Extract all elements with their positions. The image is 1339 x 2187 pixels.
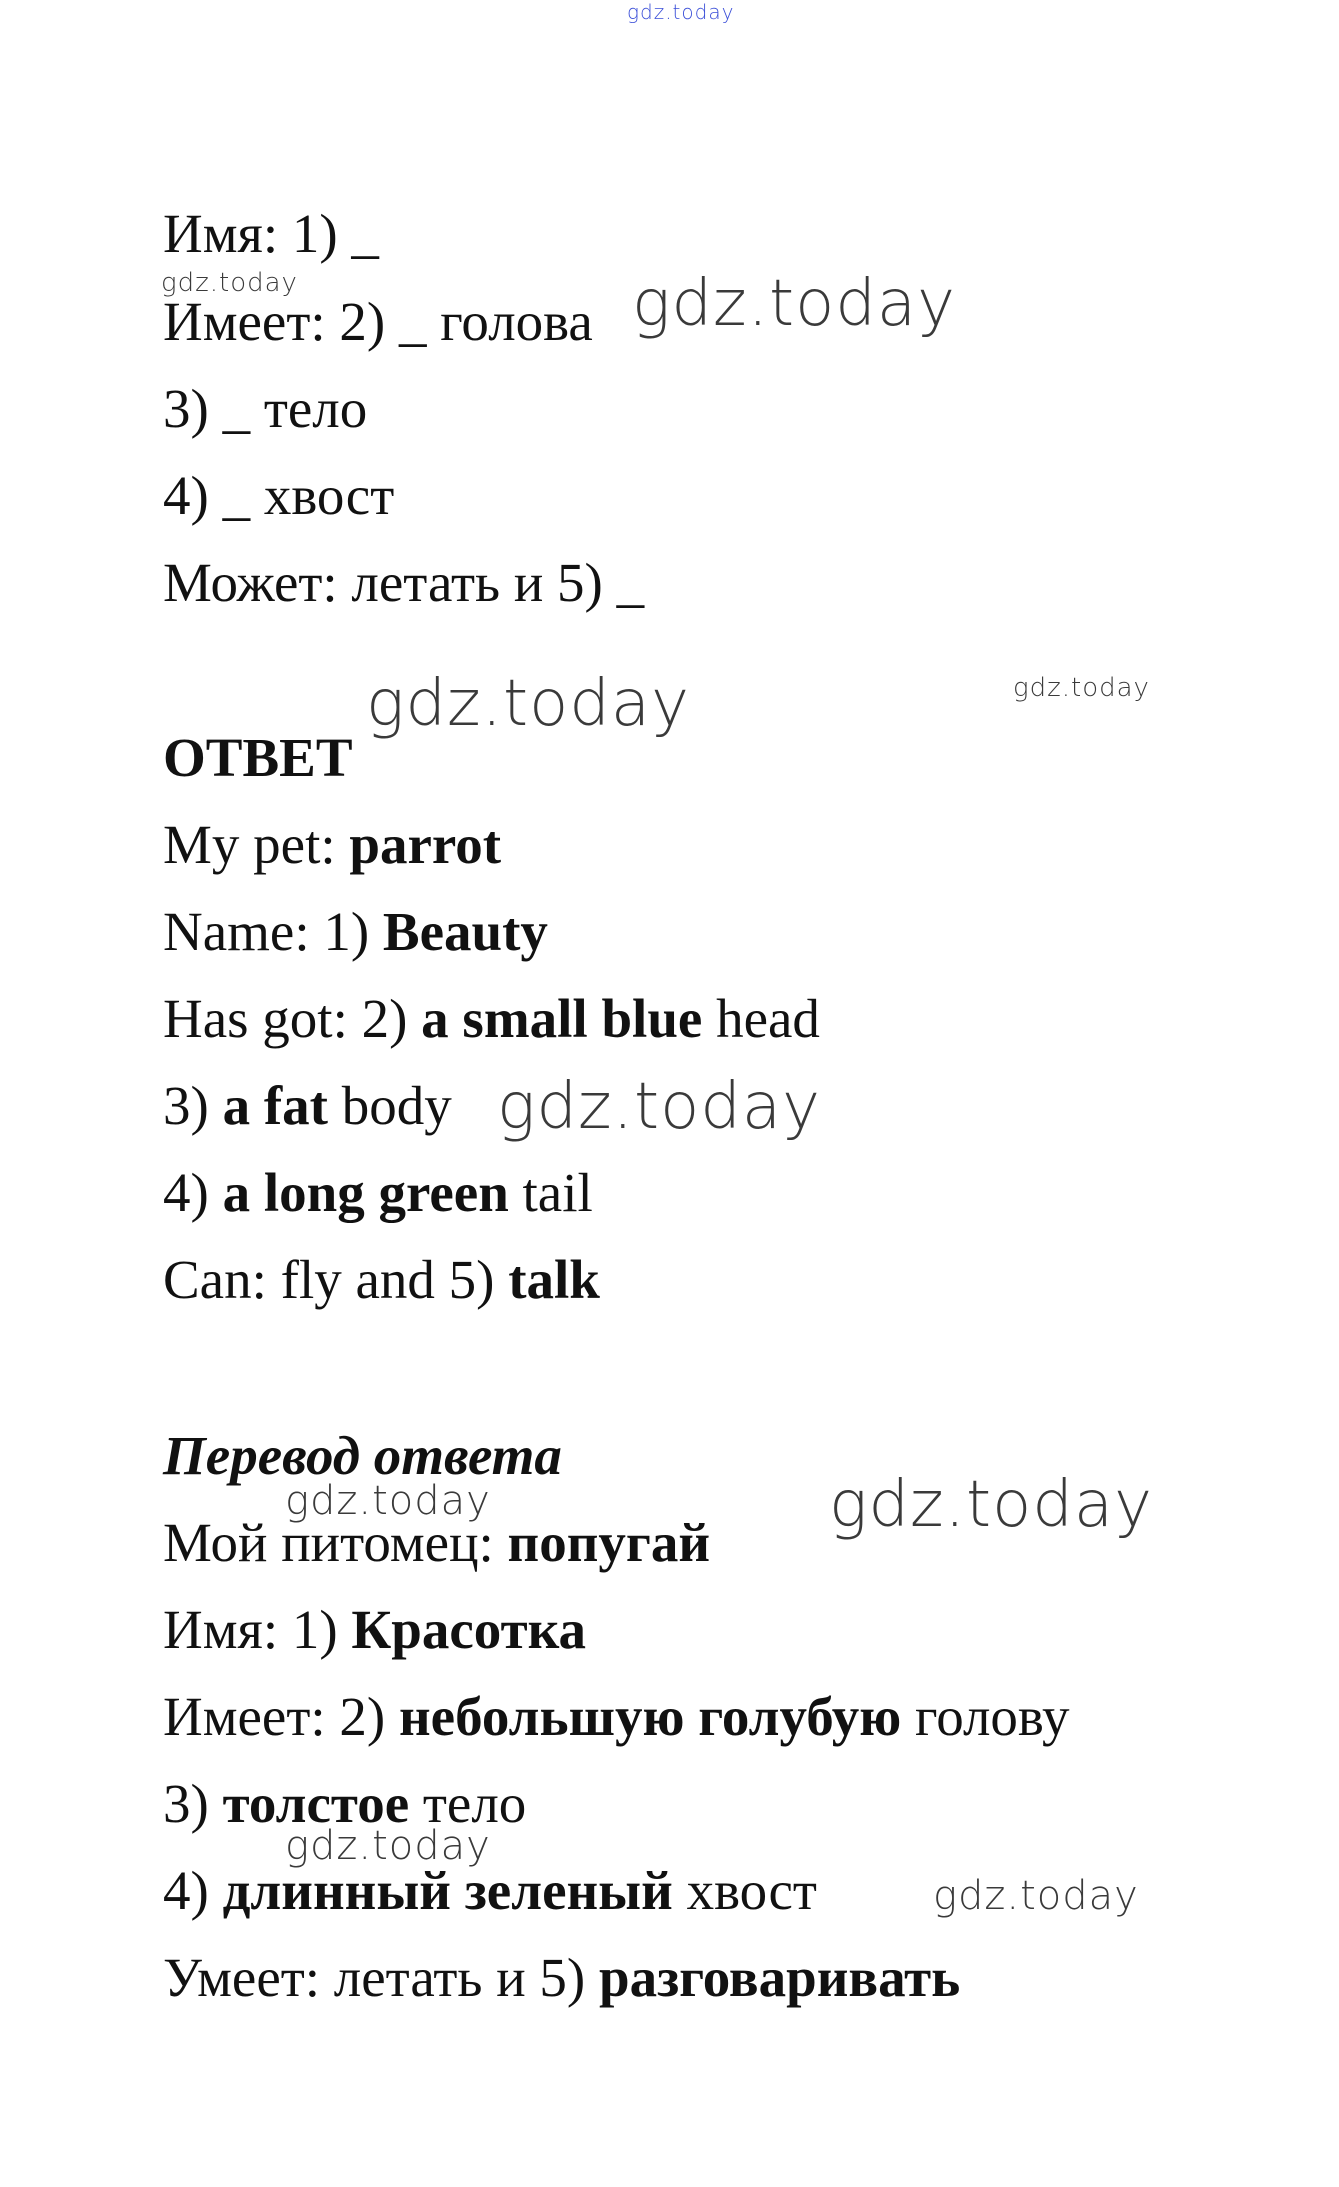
line-text: body — [327, 1075, 452, 1136]
watermark-top: gdz.today — [627, 0, 735, 24]
watermark: gdz.today — [632, 267, 956, 341]
watermark: gdz.today — [285, 1823, 491, 1869]
line-text: Мой питомец: — [163, 1512, 508, 1573]
line-text: Has got: 2) — [163, 988, 422, 1049]
line-text: head — [702, 988, 820, 1049]
watermark: gdz.today — [366, 667, 690, 741]
bold-answer-text: a long green — [222, 1162, 509, 1223]
bold-answer-text: a fat — [222, 1075, 328, 1136]
answer-line-pet — [163, 814, 502, 875]
line-text: Имеет: 2) _ голова — [163, 291, 593, 352]
bold-answer-text: длинный зеленый — [222, 1860, 673, 1921]
task-line-name — [163, 203, 379, 264]
watermark: gdz.today — [497, 1070, 821, 1144]
bold-answer-text: talk — [508, 1249, 600, 1310]
answer-line-head — [163, 988, 820, 1049]
line-text: голову — [901, 1686, 1070, 1747]
bold-answer-text: parrot — [349, 814, 502, 875]
task-line-tail — [163, 465, 395, 526]
line-text: хвост — [672, 1860, 817, 1921]
bold-answer-text: толстое — [222, 1773, 410, 1834]
watermark: gdz.today — [933, 1873, 1139, 1919]
line-text: Имя: 1) _ — [163, 203, 379, 264]
line-text: Имя: 1) — [163, 1599, 352, 1660]
line-text: My pet: — [163, 814, 350, 875]
line-text: 4) — [163, 1162, 223, 1223]
bold-answer-text: небольшую голубую — [398, 1686, 902, 1747]
line-text: 4) — [163, 1860, 223, 1921]
bold-answer-text: попугай — [507, 1512, 711, 1573]
line-text: 3) — [163, 1773, 223, 1834]
answer-line-name — [163, 901, 548, 962]
line-text: 4) _ хвост — [163, 465, 395, 526]
translation-line-name — [163, 1599, 586, 1660]
watermark: gdz.today — [829, 1468, 1153, 1542]
line-text: Имеет: 2) — [163, 1686, 399, 1747]
line-text: Can: fly and 5) — [163, 1249, 509, 1310]
line-text: 3) _ тело — [163, 378, 368, 439]
bold-answer-text: a small blue — [421, 988, 703, 1049]
line-text: Name: 1) — [163, 901, 383, 962]
line-text: 3) — [163, 1075, 223, 1136]
translation-line-can — [163, 1947, 961, 2008]
line-text: tail — [508, 1162, 593, 1223]
translation-line-head — [163, 1686, 1070, 1747]
translation-line-tail — [163, 1860, 817, 1921]
answer-heading: ОТВЕТ — [163, 727, 353, 788]
answer-line-body — [163, 1075, 452, 1136]
translation-heading: Перевод ответа — [163, 1425, 562, 1486]
bold-answer-text: Beauty — [382, 901, 548, 962]
bold-answer-text: разговаривать — [598, 1947, 961, 2008]
task-line-can — [163, 552, 645, 613]
line-text: Умеет: летать и 5) — [163, 1947, 599, 2008]
bold-answer-text: Красотка — [351, 1599, 586, 1660]
task-line-body — [163, 378, 368, 439]
line-text: тело — [409, 1773, 527, 1834]
watermark: gdz.today — [1013, 673, 1150, 703]
watermark: gdz.today — [285, 1478, 491, 1524]
line-text: Может: летать и 5) _ — [163, 552, 645, 613]
task-line-head — [163, 291, 593, 352]
answer-line-tail — [163, 1162, 593, 1223]
answer-line-can — [163, 1249, 600, 1310]
watermark: gdz.today — [161, 268, 298, 298]
